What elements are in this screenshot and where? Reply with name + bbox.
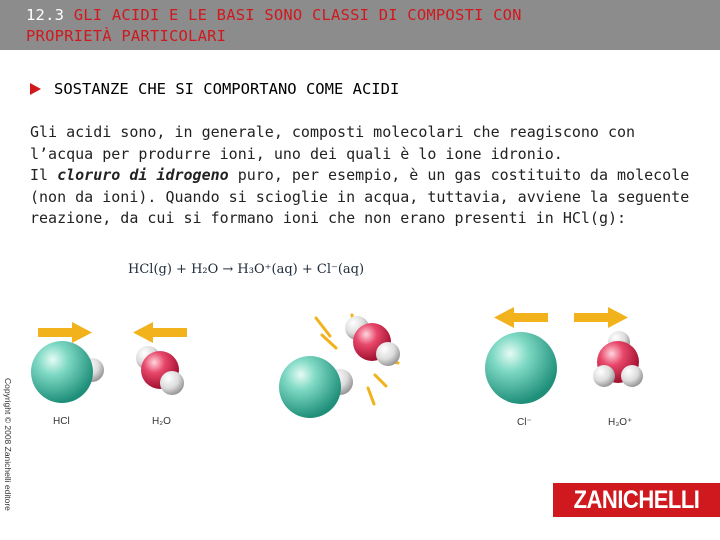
publisher-logo <box>553 483 720 517</box>
section-heading-text: SOSTANZE CHE SI COMPORTANO COME ACIDI <box>54 80 400 98</box>
paragraph-2-start: Il <box>30 166 58 184</box>
water-molecule <box>136 346 184 395</box>
body-text <box>30 122 690 230</box>
arrow-right-icon <box>574 307 628 328</box>
arrow-left-icon <box>494 307 548 328</box>
section-number: 12.3 <box>26 6 65 24</box>
triangle-bullet-icon <box>30 83 41 95</box>
paragraph-1: Gli acidi sono, in generale, composti molecolari che reagiscono con l’acqua per produrre ioni, uno dei quali è lo ione idronio. <box>30 123 636 163</box>
title-line-2: PROPRIETÀ PARTICOLARI <box>26 27 227 45</box>
colliding-molecules <box>279 316 400 418</box>
hydronium-ion <box>593 331 643 387</box>
hydronium-label: H₃O⁺ <box>608 417 633 428</box>
emphasized-term: cloruro di idrogeno <box>57 166 229 184</box>
paragraph-2-rest: puro, per esempio, è un gas costituito da molecole (non da ioni). Quando si scioglie in acqua, tuttavia, avviene la seguente reazione, da cui si formano ioni che non erano presenti in HCl(g): <box>30 166 690 227</box>
section-heading <box>30 79 399 99</box>
header-bar <box>0 0 720 50</box>
paragraph-2 <box>30 165 690 230</box>
page-title <box>26 5 706 47</box>
arrow-right-icon <box>38 322 92 343</box>
chloride-label: Cl⁻ <box>517 417 532 428</box>
hcl-molecule <box>31 341 104 403</box>
chloride-ion <box>485 332 557 404</box>
reaction-equation: HCl(g) + H₂O → H₃O⁺(aq) + Cl⁻(aq) <box>128 262 365 277</box>
logo-text: ZANICHELLI <box>573 485 700 514</box>
hcl-label: HCl <box>53 416 70 427</box>
copyright-notice <box>1 378 13 528</box>
water-label: H₂O <box>152 416 171 427</box>
copyright-text: Copyright © 2008 Zanichelli editore <box>3 378 13 511</box>
title-line-1: GLI ACIDI E LE BASI SONO CLASSI DI COMPOSTI CON <box>73 6 522 24</box>
arrow-left-icon <box>133 322 187 343</box>
